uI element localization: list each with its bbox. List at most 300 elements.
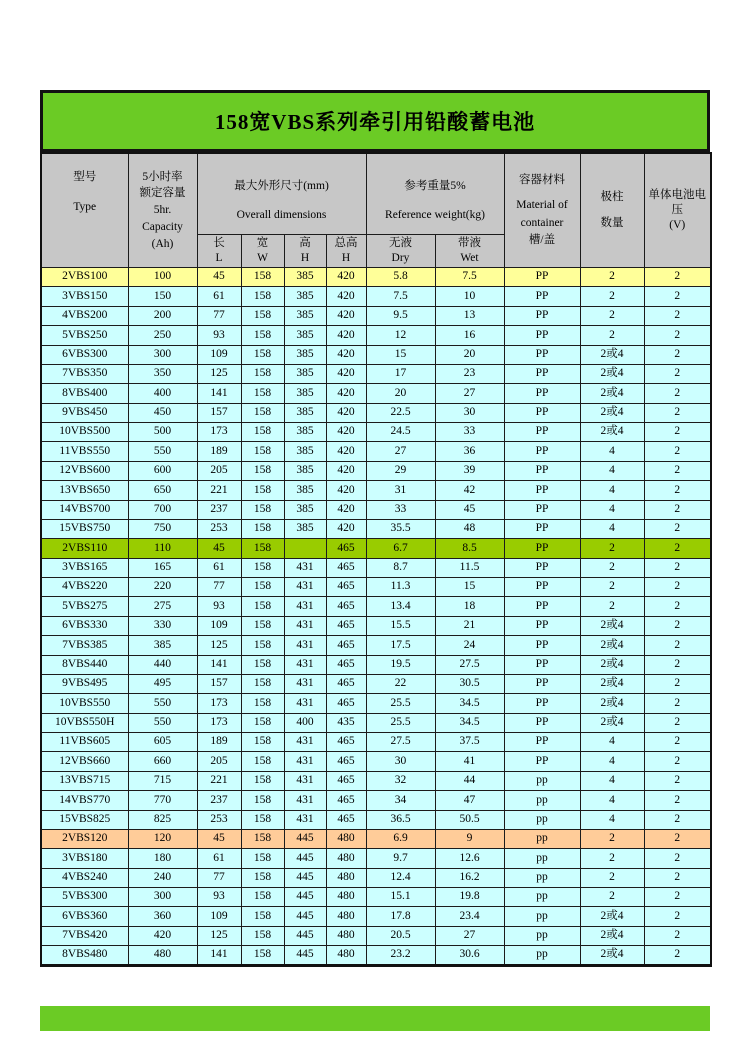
cell-width: 158	[241, 655, 284, 674]
cell-total-height: 435	[326, 713, 366, 732]
cell-model: 4VBS220	[41, 578, 128, 597]
cell-container-material: PP	[504, 287, 580, 306]
cell-poles-count: 2或4	[580, 926, 644, 945]
col-header-container: 容器材料 Material of container 槽/盖	[504, 153, 580, 268]
cell-dry-weight: 9.7	[366, 849, 435, 868]
cell-total-height: 465	[326, 771, 366, 790]
cell-capacity: 240	[128, 868, 197, 887]
cell-capacity: 350	[128, 364, 197, 383]
cell-model: 3VBS150	[41, 287, 128, 306]
cell-wet-weight: 47	[435, 791, 504, 810]
cell-model: 11VBS605	[41, 733, 128, 752]
cell-poles-count: 2	[580, 829, 644, 848]
cell-width: 158	[241, 810, 284, 829]
cell-height: 431	[284, 694, 326, 713]
cell-model: 14VBS770	[41, 791, 128, 810]
cell-container-material: pp	[504, 810, 580, 829]
cell-total-height: 420	[326, 461, 366, 480]
cell-wet-weight: 18	[435, 597, 504, 616]
cell-height: 385	[284, 306, 326, 325]
table-row	[41, 403, 711, 422]
cell-total-height: 480	[326, 888, 366, 907]
cell-total-height: 465	[326, 636, 366, 655]
cell-capacity: 440	[128, 655, 197, 674]
cell-poles-count: 2	[580, 287, 644, 306]
cell-cell-voltage: 2	[644, 694, 711, 713]
cell-cell-voltage: 2	[644, 791, 711, 810]
col-header-dimensions-en: Overall dimensions	[236, 209, 327, 222]
cell-cell-voltage: 2	[644, 326, 711, 345]
cell-capacity: 110	[128, 539, 197, 558]
cell-total-height: 420	[326, 500, 366, 519]
cell-height: 431	[284, 752, 326, 771]
cell-container-material: PP	[504, 674, 580, 693]
cell-poles-count: 2	[580, 888, 644, 907]
cell-capacity: 550	[128, 694, 197, 713]
cell-height: 445	[284, 888, 326, 907]
cell-wet-weight: 42	[435, 481, 504, 500]
col-header-capacity: 5小时率 额定容量 5hr. Capacity (Ah)	[128, 153, 197, 268]
cell-width: 158	[241, 287, 284, 306]
cell-length: 237	[197, 500, 241, 519]
table-row	[41, 791, 711, 810]
cell-total-height: 420	[326, 519, 366, 538]
cell-cell-voltage: 2	[644, 578, 711, 597]
cell-length: 125	[197, 636, 241, 655]
cell-poles-count: 2或4	[580, 636, 644, 655]
cell-length: 221	[197, 771, 241, 790]
col-header-voltage: 单体电池电 压 (V)	[644, 153, 711, 268]
cell-height: 445	[284, 907, 326, 926]
cell-capacity: 600	[128, 461, 197, 480]
cell-poles-count: 2	[580, 326, 644, 345]
cell-dry-weight: 17.8	[366, 907, 435, 926]
cell-container-material: PP	[504, 306, 580, 325]
col-header-dry-weight: 无液 Dry	[366, 234, 435, 267]
cell-capacity: 480	[128, 946, 197, 965]
table-row	[41, 713, 711, 732]
col-header-total-height: 总高 H	[326, 234, 366, 267]
cell-height: 385	[284, 384, 326, 403]
cell-wet-weight: 19.8	[435, 888, 504, 907]
cell-wet-weight: 50.5	[435, 810, 504, 829]
cell-model: 14VBS700	[41, 500, 128, 519]
cell-height: 431	[284, 558, 326, 577]
cell-poles-count: 4	[580, 771, 644, 790]
cell-cell-voltage: 2	[644, 829, 711, 848]
cell-dry-weight: 15	[366, 345, 435, 364]
cell-width: 158	[241, 829, 284, 848]
cell-capacity: 250	[128, 326, 197, 345]
cell-capacity: 715	[128, 771, 197, 790]
cell-capacity: 330	[128, 616, 197, 635]
cell-model: 6VBS360	[41, 907, 128, 926]
cell-capacity: 200	[128, 306, 197, 325]
cell-capacity: 660	[128, 752, 197, 771]
cell-width: 158	[241, 519, 284, 538]
cell-capacity: 700	[128, 500, 197, 519]
table-row	[41, 423, 711, 442]
table-header	[41, 153, 711, 268]
cell-width: 158	[241, 771, 284, 790]
cell-wet-weight: 30	[435, 403, 504, 422]
cell-total-height: 465	[326, 578, 366, 597]
cell-poles-count: 2	[580, 268, 644, 287]
table-row	[41, 345, 711, 364]
cell-model: 8VBS440	[41, 655, 128, 674]
cell-total-height: 480	[326, 907, 366, 926]
cell-capacity: 385	[128, 636, 197, 655]
cell-dry-weight: 22.5	[366, 403, 435, 422]
cell-model: 4VBS200	[41, 306, 128, 325]
cell-length: 77	[197, 868, 241, 887]
cell-container-material: PP	[504, 384, 580, 403]
table-row	[41, 771, 711, 790]
cell-dry-weight: 27.5	[366, 733, 435, 752]
cell-dry-weight: 23.2	[366, 946, 435, 965]
cell-dry-weight: 36.5	[366, 810, 435, 829]
cell-total-height: 420	[326, 364, 366, 383]
cell-capacity: 500	[128, 423, 197, 442]
cell-cell-voltage: 2	[644, 616, 711, 635]
cell-model: 8VBS400	[41, 384, 128, 403]
cell-wet-weight: 9	[435, 829, 504, 848]
cell-capacity: 550	[128, 713, 197, 732]
col-header-model	[41, 153, 128, 268]
cell-capacity: 420	[128, 926, 197, 945]
cell-length: 77	[197, 578, 241, 597]
cell-width: 158	[241, 461, 284, 480]
cell-container-material: PP	[504, 519, 580, 538]
cell-poles-count: 2或4	[580, 946, 644, 965]
cell-container-material: PP	[504, 442, 580, 461]
cell-dry-weight: 8.7	[366, 558, 435, 577]
cell-width: 158	[241, 674, 284, 693]
cell-dry-weight: 9.5	[366, 306, 435, 325]
cell-poles-count: 2	[580, 578, 644, 597]
cell-height: 431	[284, 674, 326, 693]
table-row	[41, 364, 711, 383]
cell-length: 173	[197, 713, 241, 732]
cell-width: 158	[241, 306, 284, 325]
table-row	[41, 810, 711, 829]
cell-capacity: 770	[128, 791, 197, 810]
cell-width: 158	[241, 694, 284, 713]
cell-dry-weight: 5.8	[366, 268, 435, 287]
cell-wet-weight: 24	[435, 636, 504, 655]
cell-wet-weight: 13	[435, 306, 504, 325]
cell-width: 158	[241, 713, 284, 732]
cell-poles-count: 2或4	[580, 403, 644, 422]
cell-wet-weight: 41	[435, 752, 504, 771]
cell-container-material: pp	[504, 771, 580, 790]
cell-height: 385	[284, 287, 326, 306]
cell-cell-voltage: 2	[644, 481, 711, 500]
cell-cell-voltage: 2	[644, 752, 711, 771]
cell-container-material: PP	[504, 713, 580, 732]
cell-width: 158	[241, 907, 284, 926]
cell-capacity: 400	[128, 384, 197, 403]
cell-dry-weight: 32	[366, 771, 435, 790]
cell-model: 10VBS550H	[41, 713, 128, 732]
cell-dry-weight: 17.5	[366, 636, 435, 655]
cell-height: 431	[284, 771, 326, 790]
cell-length: 45	[197, 829, 241, 848]
cell-container-material: PP	[504, 578, 580, 597]
cell-height: 431	[284, 810, 326, 829]
cell-wet-weight: 16.2	[435, 868, 504, 887]
cell-width: 158	[241, 481, 284, 500]
cell-cell-voltage: 2	[644, 636, 711, 655]
table-row	[41, 578, 711, 597]
cell-capacity: 300	[128, 345, 197, 364]
cell-wet-weight: 11.5	[435, 558, 504, 577]
cell-cell-voltage: 2	[644, 287, 711, 306]
cell-wet-weight: 21	[435, 616, 504, 635]
cell-container-material: PP	[504, 597, 580, 616]
cell-total-height: 480	[326, 868, 366, 887]
table-row	[41, 384, 711, 403]
cell-width: 158	[241, 403, 284, 422]
cell-height: 385	[284, 268, 326, 287]
col-header-width: 宽 W	[241, 234, 284, 267]
cell-cell-voltage: 2	[644, 500, 711, 519]
cell-dry-weight: 12	[366, 326, 435, 345]
cell-model: 13VBS650	[41, 481, 128, 500]
cell-wet-weight: 30.6	[435, 946, 504, 965]
table-row	[41, 268, 711, 287]
cell-cell-voltage: 2	[644, 771, 711, 790]
col-header-weight	[366, 153, 504, 234]
cell-poles-count: 2或4	[580, 674, 644, 693]
cell-poles-count: 2	[580, 849, 644, 868]
cell-length: 125	[197, 926, 241, 945]
cell-poles-count: 2	[580, 558, 644, 577]
cell-wet-weight: 39	[435, 461, 504, 480]
cell-model: 2VBS120	[41, 829, 128, 848]
table-row	[41, 888, 711, 907]
cell-model: 9VBS450	[41, 403, 128, 422]
cell-length: 61	[197, 849, 241, 868]
cell-container-material: PP	[504, 636, 580, 655]
cell-height: 431	[284, 597, 326, 616]
cell-cell-voltage: 2	[644, 655, 711, 674]
cell-container-material: pp	[504, 926, 580, 945]
table-row	[41, 539, 711, 558]
header-row-groups	[41, 153, 711, 234]
cell-model: 2VBS110	[41, 539, 128, 558]
cell-poles-count: 2	[580, 306, 644, 325]
cell-wet-weight: 8.5	[435, 539, 504, 558]
cell-height: 385	[284, 364, 326, 383]
cell-total-height: 420	[326, 481, 366, 500]
cell-height: 385	[284, 345, 326, 364]
cell-total-height: 465	[326, 539, 366, 558]
cell-length: 109	[197, 616, 241, 635]
cell-height: 431	[284, 655, 326, 674]
cell-cell-voltage: 2	[644, 519, 711, 538]
table-row	[41, 326, 711, 345]
col-header-weight-en: Reference weight(kg)	[385, 209, 485, 222]
page-title: 158宽VBS系列牵引用铅酸蓄电池	[214, 110, 536, 134]
cell-length: 141	[197, 384, 241, 403]
cell-poles-count: 2或4	[580, 345, 644, 364]
cell-length: 125	[197, 364, 241, 383]
cell-cell-voltage: 2	[644, 926, 711, 945]
cell-height: 445	[284, 829, 326, 848]
title-bar	[40, 90, 710, 152]
cell-capacity: 605	[128, 733, 197, 752]
cell-length: 61	[197, 287, 241, 306]
cell-length: 205	[197, 752, 241, 771]
col-header-dimensions-zh: 最大外形尺寸(mm)	[234, 179, 329, 192]
cell-total-height: 465	[326, 558, 366, 577]
cell-wet-weight: 23.4	[435, 907, 504, 926]
cell-model: 12VBS600	[41, 461, 128, 480]
cell-capacity: 100	[128, 268, 197, 287]
cell-model: 7VBS350	[41, 364, 128, 383]
cell-dry-weight: 6.7	[366, 539, 435, 558]
cell-wet-weight: 27	[435, 926, 504, 945]
cell-dry-weight: 30	[366, 752, 435, 771]
cell-width: 158	[241, 326, 284, 345]
cell-wet-weight: 7.5	[435, 268, 504, 287]
cell-total-height: 420	[326, 306, 366, 325]
cell-height	[284, 539, 326, 558]
cell-width: 158	[241, 345, 284, 364]
cell-total-height: 465	[326, 597, 366, 616]
cell-container-material: pp	[504, 791, 580, 810]
cell-total-height: 465	[326, 616, 366, 635]
col-header-weight-zh: 参考重量5%	[404, 179, 466, 192]
table-row	[41, 674, 711, 693]
cell-container-material: pp	[504, 888, 580, 907]
cell-dry-weight: 31	[366, 481, 435, 500]
cell-wet-weight: 34.5	[435, 713, 504, 732]
cell-wet-weight: 12.6	[435, 849, 504, 868]
table-row	[41, 597, 711, 616]
cell-cell-voltage: 2	[644, 306, 711, 325]
cell-width: 158	[241, 423, 284, 442]
battery-spec-table	[40, 152, 712, 967]
cell-cell-voltage: 2	[644, 733, 711, 752]
cell-length: 109	[197, 345, 241, 364]
cell-dry-weight: 13.4	[366, 597, 435, 616]
table-row	[41, 636, 711, 655]
cell-container-material: PP	[504, 364, 580, 383]
cell-length: 109	[197, 907, 241, 926]
cell-container-material: PP	[504, 345, 580, 364]
cell-width: 158	[241, 558, 284, 577]
cell-total-height: 465	[326, 655, 366, 674]
cell-width: 158	[241, 946, 284, 965]
cell-width: 158	[241, 636, 284, 655]
cell-total-height: 420	[326, 326, 366, 345]
cell-height: 445	[284, 926, 326, 945]
table-row	[41, 694, 711, 713]
cell-poles-count: 2或4	[580, 384, 644, 403]
cell-height: 385	[284, 442, 326, 461]
cell-width: 158	[241, 500, 284, 519]
cell-cell-voltage: 2	[644, 384, 711, 403]
col-header-height: 高 H	[284, 234, 326, 267]
cell-width: 158	[241, 364, 284, 383]
cell-width: 158	[241, 442, 284, 461]
cell-capacity: 650	[128, 481, 197, 500]
col-header-wet-weight: 带液 Wet	[435, 234, 504, 267]
cell-length: 253	[197, 810, 241, 829]
cell-model: 15VBS825	[41, 810, 128, 829]
cell-dry-weight: 20.5	[366, 926, 435, 945]
cell-model: 5VBS275	[41, 597, 128, 616]
cell-model: 10VBS550	[41, 694, 128, 713]
cell-width: 158	[241, 384, 284, 403]
cell-poles-count: 4	[580, 442, 644, 461]
cell-total-height: 480	[326, 946, 366, 965]
col-header-length: 长 L	[197, 234, 241, 267]
cell-model: 4VBS240	[41, 868, 128, 887]
cell-poles-count: 2或4	[580, 423, 644, 442]
cell-container-material: pp	[504, 946, 580, 965]
cell-container-material: PP	[504, 694, 580, 713]
cell-capacity: 220	[128, 578, 197, 597]
cell-poles-count: 2或4	[580, 616, 644, 635]
cell-height: 431	[284, 616, 326, 635]
cell-capacity: 180	[128, 849, 197, 868]
table-row	[41, 461, 711, 480]
cell-wet-weight: 23	[435, 364, 504, 383]
cell-poles-count: 4	[580, 519, 644, 538]
cell-capacity: 150	[128, 287, 197, 306]
table-row	[41, 500, 711, 519]
cell-height: 385	[284, 461, 326, 480]
cell-wet-weight: 16	[435, 326, 504, 345]
table-row	[41, 558, 711, 577]
cell-container-material: PP	[504, 733, 580, 752]
cell-height: 431	[284, 578, 326, 597]
cell-capacity: 495	[128, 674, 197, 693]
cell-container-material: PP	[504, 423, 580, 442]
cell-cell-voltage: 2	[644, 946, 711, 965]
cell-poles-count: 2或4	[580, 907, 644, 926]
cell-total-height: 480	[326, 829, 366, 848]
cell-cell-voltage: 2	[644, 403, 711, 422]
cell-container-material: PP	[504, 616, 580, 635]
cell-length: 61	[197, 558, 241, 577]
cell-dry-weight: 33	[366, 500, 435, 519]
cell-width: 158	[241, 597, 284, 616]
cell-wet-weight: 20	[435, 345, 504, 364]
col-header-poles: 极柱 数量	[580, 153, 644, 268]
cell-model: 2VBS100	[41, 268, 128, 287]
cell-dry-weight: 25.5	[366, 694, 435, 713]
cell-total-height: 465	[326, 752, 366, 771]
cell-poles-count: 4	[580, 810, 644, 829]
cell-cell-voltage: 2	[644, 597, 711, 616]
cell-capacity: 550	[128, 442, 197, 461]
cell-length: 189	[197, 442, 241, 461]
table-row	[41, 868, 711, 887]
cell-wet-weight: 45	[435, 500, 504, 519]
cell-height: 385	[284, 500, 326, 519]
cell-cell-voltage: 2	[644, 268, 711, 287]
cell-cell-voltage: 2	[644, 558, 711, 577]
cell-capacity: 275	[128, 597, 197, 616]
cell-model: 12VBS660	[41, 752, 128, 771]
cell-length: 77	[197, 306, 241, 325]
table-row	[41, 849, 711, 868]
table-row	[41, 907, 711, 926]
